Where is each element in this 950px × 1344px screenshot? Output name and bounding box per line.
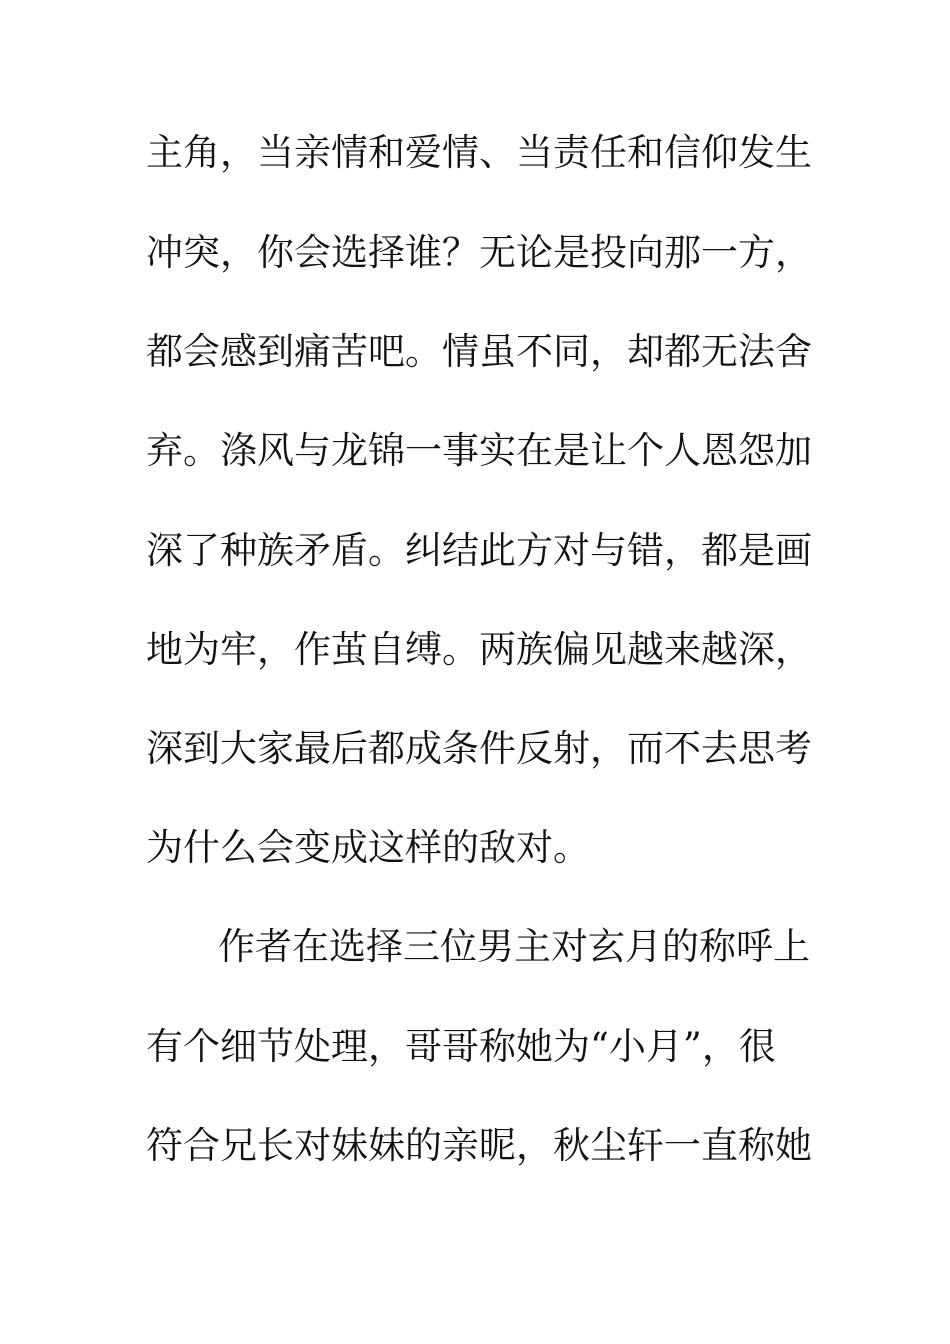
text-line-5: 深了种族矛盾。纠结此方对与错，都是画: [146, 529, 812, 572]
text-line-11: 符合兄长对妹妹的亲昵，秋尘轩一直称她: [146, 1124, 812, 1167]
text-line-2: 冲突，你会选择谁？无论是投向那一方，: [146, 231, 812, 274]
text-line-10: 有个细节处理，哥哥称她为“小月”，很: [146, 1025, 776, 1068]
text-line-6: 地为牢，作茧自缚。两族偏见越来越深，: [146, 628, 812, 671]
text-line-9-paragraph-start: 作者在选择三位男主对玄月的称呼上: [218, 925, 810, 968]
text-line-1: 主角，当亲情和爱情、当责任和信仰发生: [146, 131, 812, 174]
text-line-7: 深到大家最后都成条件反射，而不去思考: [146, 727, 812, 770]
text-line-4: 弃。涤风与龙锦一事实在是让个人恩怨加: [146, 429, 812, 472]
text-line-8: 为什么会变成这样的敌对。: [146, 826, 590, 869]
text-line-3: 都会感到痛苦吧。情虽不同，却都无法舍: [146, 330, 812, 373]
